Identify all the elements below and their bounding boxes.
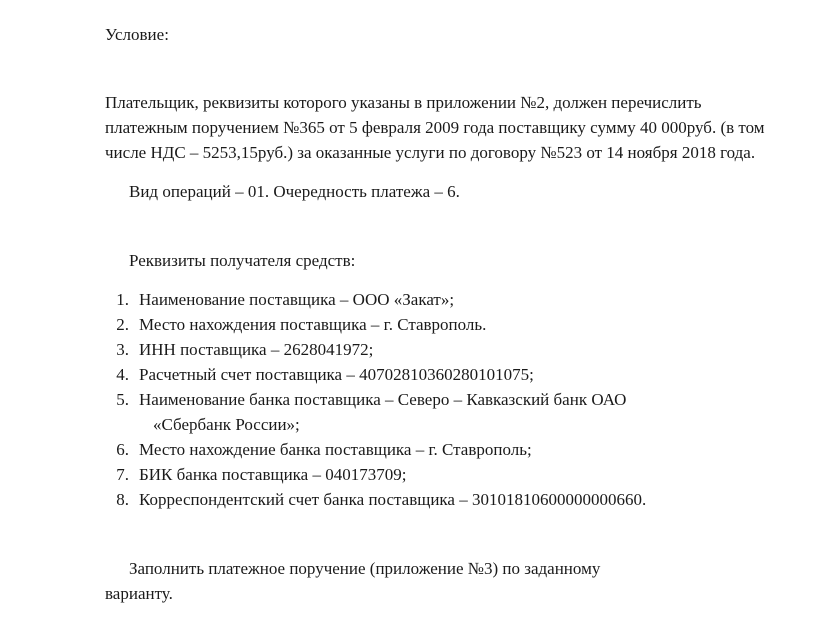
list-item-number: 2. bbox=[116, 314, 129, 334]
operation-type-paragraph: Вид операций – 01. Очередность платежа – 6. bbox=[129, 181, 460, 201]
list-item-line: Место нахождения поставщика – г. Ставрополь. bbox=[139, 314, 487, 334]
list-item-text bbox=[139, 488, 767, 513]
list-item-text bbox=[139, 363, 767, 388]
list-item-text bbox=[139, 388, 767, 438]
list-item-number: 5. bbox=[116, 389, 129, 409]
list-item bbox=[105, 288, 767, 313]
list-item bbox=[105, 463, 767, 488]
list-item-number: 8. bbox=[116, 489, 129, 509]
recipient-details-list bbox=[105, 288, 767, 513]
list-item-text bbox=[139, 338, 767, 363]
spacer bbox=[105, 205, 767, 249]
task-instruction bbox=[105, 557, 767, 607]
list-item-continuation: «Сбербанк России»; bbox=[153, 414, 300, 434]
list-item-text bbox=[139, 313, 767, 338]
task-instruction-line-1: Заполнить платежное поручение (приложение №3) по заданному bbox=[129, 558, 601, 578]
list-item bbox=[105, 388, 767, 438]
list-item-line: Расчетный счет поставщика – 40702810360280101075; bbox=[139, 364, 534, 384]
list-item bbox=[105, 488, 767, 513]
list-item-number: 6. bbox=[116, 439, 129, 459]
spacer bbox=[105, 47, 767, 91]
spacer bbox=[105, 513, 767, 557]
spacer bbox=[105, 274, 767, 288]
list-item-line: ИНН поставщика – 2628041972; bbox=[139, 339, 374, 359]
list-item-number: 1. bbox=[116, 289, 129, 309]
list-item-number: 7. bbox=[116, 464, 129, 484]
list-item-text bbox=[139, 438, 767, 463]
list-item-number: 3. bbox=[116, 339, 129, 359]
list-item bbox=[105, 438, 767, 463]
list-item bbox=[105, 338, 767, 363]
spacer bbox=[105, 166, 767, 180]
list-item-line: Корреспондентский счет банка поставщика – 30101810600000000660. bbox=[139, 489, 647, 509]
list-item-line: Место нахождение банка поставщика – г. Ставрополь; bbox=[139, 439, 532, 459]
task-instruction-line-2: варианту. bbox=[105, 583, 173, 603]
list-item-line: БИК банка поставщика – 040173709; bbox=[139, 464, 407, 484]
list-item bbox=[105, 313, 767, 338]
list-item bbox=[105, 363, 767, 388]
list-item-text bbox=[139, 288, 767, 313]
list-item-text bbox=[139, 463, 767, 488]
list-item-line: Наименование банка поставщика – Северо – Кавказский банк ОАО bbox=[139, 389, 627, 409]
recipient-details-title: Реквизиты получателя средств: bbox=[129, 250, 356, 270]
list-item-line: Наименование поставщика – ООО «Закат»; bbox=[139, 289, 455, 309]
condition-paragraph: Плательщик, реквизиты которого указаны в приложении №2, должен перечислить платежным поручением №365 от 5 февраля 2009 года поставщику сумму 40 000руб. (в том числе НДС – 5253,15руб.) за оказанные услуги по договору №523 от 14 ноября 2018 года. bbox=[105, 92, 765, 162]
document-heading: Условие: bbox=[105, 25, 169, 44]
list-item-number: 4. bbox=[116, 364, 129, 384]
